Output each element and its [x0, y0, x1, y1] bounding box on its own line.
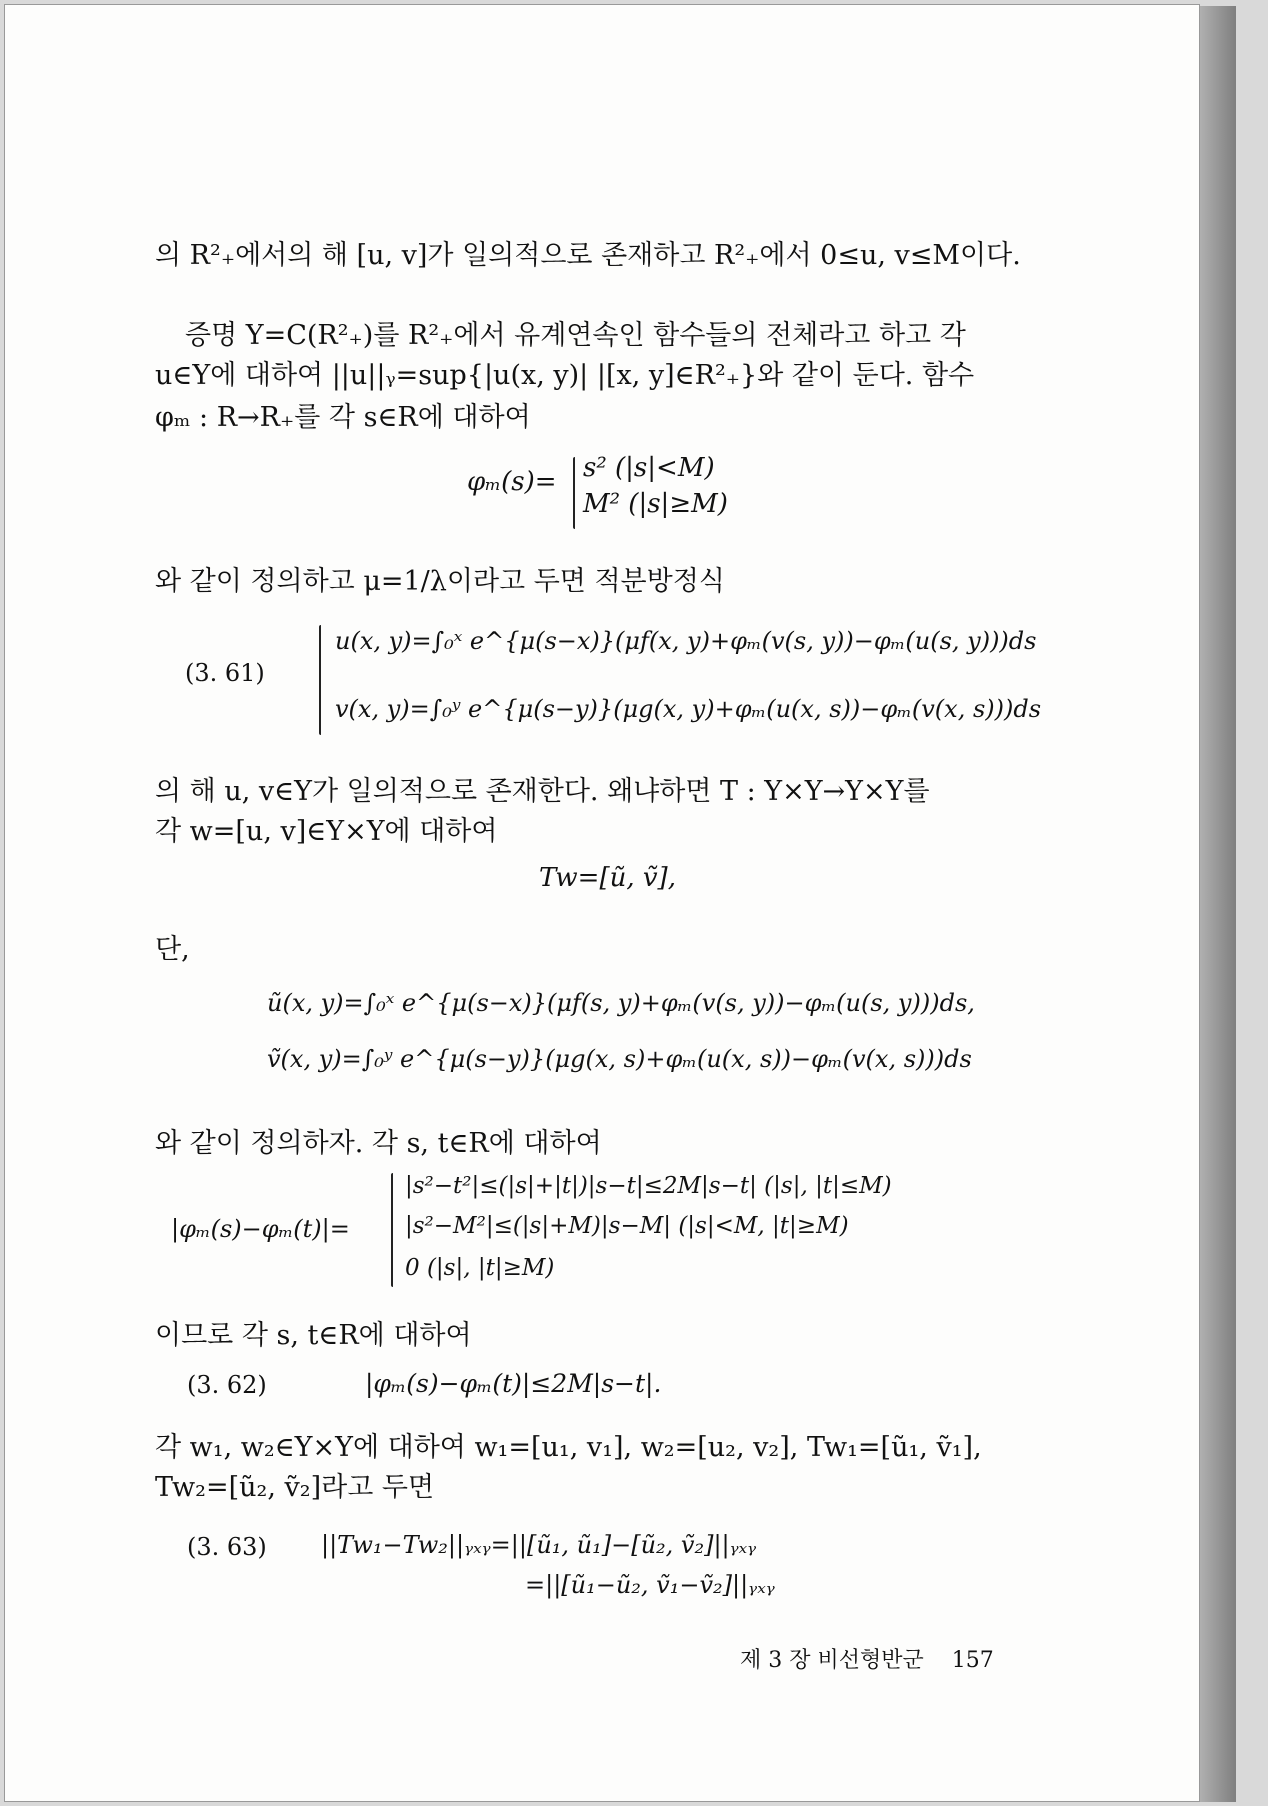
- page-footer: [740, 1643, 994, 1674]
- text-line-7: 각 w=[u, v]∈Y×Y에 대하여: [155, 816, 498, 847]
- abs-diff-lhs: |φₘ(s)−φₘ(t)|=: [171, 1215, 350, 1243]
- equation-number-3-62: (3. 62): [187, 1371, 267, 1399]
- abs-diff-brace: [391, 1173, 393, 1287]
- abs-diff-case-3: 0 (|s|, |t|≥M): [405, 1255, 555, 1281]
- text-line-6: 의 해 u, v∈Y가 일의적으로 존재한다. 왜냐하면 T : Y×Y→Y×Y를: [155, 776, 930, 807]
- equation-number-3-63: (3. 63): [187, 1533, 267, 1561]
- page-number: 157: [951, 1648, 994, 1673]
- text-line-12: Tw₂=[ũ₂, ṽ₂]라고 두면: [155, 1472, 435, 1503]
- system-brace: [319, 625, 321, 735]
- equation-number-3-61: (3. 61): [185, 659, 265, 687]
- phi-brace: [573, 457, 575, 529]
- phi-lhs: φₘ(s)=: [467, 467, 557, 497]
- phi-case-1: s² (|s|<M): [583, 453, 715, 483]
- text-line-9: 와 같이 정의하자. 각 s, t∈R에 대하여: [155, 1128, 602, 1159]
- text-line-11: 각 w₁, w₂∈Y×Y에 대하여 w₁=[u₁, v₁], w₂=[u₂, v₂], Tw₁=[ũ₁, ṽ₁],: [155, 1432, 982, 1463]
- chapter-title: 제 3 장 비선형반군: [740, 1648, 924, 1673]
- text-line-3: u∈Y에 대하여 ||u||ᵧ=sup{|u(x, y)| |[x, y]∈R²₊}와 같이 둔다. 함수: [155, 360, 975, 391]
- equation-3-62: |φₘ(s)−φₘ(t)|≤2M|s−t|.: [365, 1369, 662, 1398]
- text-line-4: φₘ : R→R₊를 각 s∈R에 대하여: [155, 402, 531, 433]
- text-line-5: 와 같이 정의하고 μ=1/λ이라고 두면 적분방정식: [155, 566, 725, 597]
- proof-line: 증명 Y=C(R²₊)를 R²₊에서 유계연속인 함수들의 전체라고 하고 각: [185, 320, 966, 351]
- tilde-u-definition: ũ(x, y)=∫₀ˣ e^{μ(s−x)}(μf(s, y)+φₘ(v(s, y))−φₘ(u(s, y)))ds,: [267, 989, 975, 1017]
- equation-3-63-a: ||Tw₁−Tw₂||ᵧₓᵧ=||[ũ₁, ũ₁]−[ũ₂, ṽ₂]||ᵧₓᵧ: [321, 1531, 757, 1559]
- page-shadow: [1196, 6, 1236, 1802]
- tilde-v-definition: ṽ(x, y)=∫₀ʸ e^{μ(s−y)}(μg(x, s)+φₘ(u(x, s))−φₘ(v(x, s)))ds: [267, 1045, 972, 1073]
- text-line-1: 의 R²₊에서의 해 [u, v]가 일의적으로 존재하고 R²₊에서 0≤u, v≤M이다.: [155, 240, 1021, 271]
- text-line-10: 이므로 각 s, t∈R에 대하여: [155, 1320, 472, 1351]
- operator-definition: Tw=[ũ, ṽ],: [539, 863, 676, 893]
- abs-diff-case-2: |s²−M²|≤(|s|+M)|s−M| (|s|<M, |t|≥M): [405, 1213, 849, 1239]
- abs-diff-case-1: |s²−t²|≤(|s|+|t|)|s−t|≤2M|s−t| (|s|, |t|≤M): [405, 1173, 892, 1199]
- phi-case-2: M² (|s|≥M): [583, 489, 728, 519]
- equation-3-61-a: u(x, y)=∫₀ˣ e^{μ(s−x)}(μf(x, y)+φₘ(v(s, y))−φₘ(u(s, y)))ds: [335, 627, 1037, 655]
- document-page: [4, 4, 1200, 1802]
- equation-3-61-b: v(x, y)=∫₀ʸ e^{μ(s−y)}(μg(x, y)+φₘ(u(x, s))−φₘ(v(x, s)))ds: [335, 695, 1042, 723]
- text-line-8: 단,: [155, 934, 190, 965]
- equation-3-63-b: =||[ũ₁−ũ₂, ṽ₁−ṽ₂]||ᵧₓᵧ: [525, 1571, 775, 1599]
